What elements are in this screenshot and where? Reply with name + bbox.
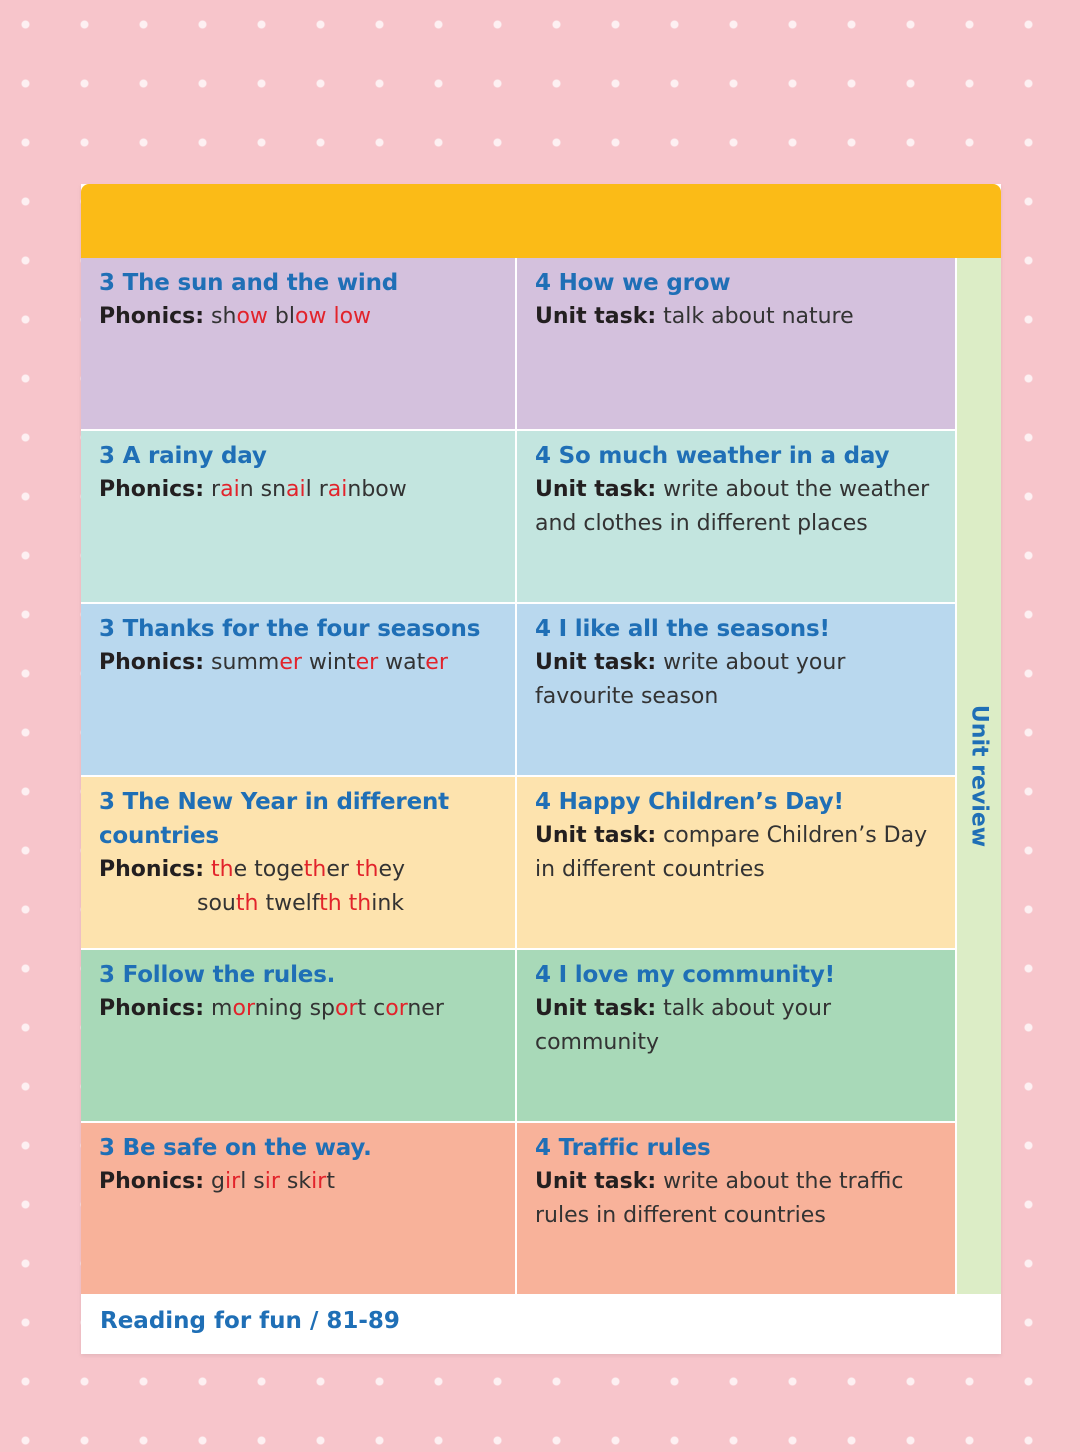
phonics-text: t <box>326 1169 335 1194</box>
phonics-highlight: er <box>279 650 302 675</box>
phonics-highlight: th <box>303 857 327 882</box>
phonics-label: Phonics: <box>99 650 205 675</box>
unit-task <box>535 473 945 541</box>
phonics-highlight: ow <box>294 304 327 329</box>
phonics-text: sh <box>211 304 237 329</box>
phonics-highlight: l <box>333 304 340 329</box>
unit-title: 3 The New Year in different countries <box>99 789 449 849</box>
phonics-highlight: th <box>319 891 342 916</box>
phonics-text: summ <box>211 650 280 675</box>
unit-title: 3 Thanks for the four seasons <box>99 616 481 642</box>
unit-title: 4 Happy Children’s Day! <box>535 789 844 815</box>
phonics-highlight: ir <box>311 1169 327 1194</box>
phonics-text: ner <box>407 996 444 1021</box>
unit-row <box>81 950 955 1123</box>
unit-title: 4 I love my community! <box>535 962 835 988</box>
phonics-text: nbow <box>347 477 407 502</box>
contents-card <box>81 184 1001 1354</box>
phonics-label: Phonics: <box>99 996 205 1021</box>
unit-task-label: Unit task: <box>535 823 657 848</box>
unit-row <box>81 1123 955 1296</box>
unit-task-text: talk about nature <box>663 304 854 329</box>
unit-task <box>535 819 945 887</box>
unit-title: 4 So much weather in a day <box>535 443 890 469</box>
unit-3-cell <box>81 950 517 1121</box>
phonics-text: ink <box>371 891 405 916</box>
unit-task <box>535 300 945 334</box>
phonics-line <box>99 300 505 334</box>
unit-3-cell <box>81 431 517 602</box>
phonics-text: n sn <box>239 477 287 502</box>
header-bar <box>81 184 1001 258</box>
phonics-highlight: th <box>211 857 234 882</box>
unit-3-cell <box>81 604 517 775</box>
unit-title: 3 Be safe on the way. <box>99 1135 372 1161</box>
phonics-text: r <box>211 477 221 502</box>
unit-task-label: Unit task: <box>535 477 657 502</box>
phonics-highlight: ow <box>339 304 372 329</box>
phonics-highlight: th <box>348 891 372 916</box>
contents-grid <box>81 258 955 1296</box>
phonics-highlight: ai <box>327 477 348 502</box>
unit-review-label: Unit review <box>966 704 992 848</box>
phonics-line <box>99 853 505 887</box>
phonics-text: ey <box>378 857 406 882</box>
unit-4-cell <box>517 604 955 775</box>
phonics-text: bl <box>267 304 295 329</box>
unit-row <box>81 431 955 604</box>
phonics-text: l r <box>305 477 328 502</box>
phonics-highlight: ai <box>220 477 240 502</box>
phonics-text: l s <box>240 1169 265 1194</box>
unit-4-cell <box>517 258 955 429</box>
phonics-highlight: ir <box>264 1169 280 1194</box>
unit-title: 3 Follow the rules. <box>99 962 336 988</box>
phonics-label: Phonics: <box>99 1169 205 1194</box>
unit-task-label: Unit task: <box>535 304 657 329</box>
unit-task-text: write about your favourite season <box>535 650 846 709</box>
unit-title: 4 How we grow <box>535 270 731 296</box>
phonics-text: e toge <box>233 857 304 882</box>
phonics-highlight: th <box>355 857 379 882</box>
phonics-line <box>99 473 505 507</box>
phonics-text: t c <box>357 996 386 1021</box>
phonics-line <box>99 1165 505 1199</box>
unit-title: 4 I like all the seasons! <box>535 616 830 642</box>
unit-task-text: talk about your community <box>535 996 832 1055</box>
unit-title: 3 A rainy day <box>99 443 267 469</box>
unit-3-cell <box>81 1123 517 1294</box>
unit-task <box>535 992 945 1060</box>
phonics-label: Phonics: <box>99 477 205 502</box>
phonics-text: m <box>211 996 233 1021</box>
phonics-highlight: ow <box>236 304 268 329</box>
phonics-text: wat <box>378 650 426 675</box>
phonics-highlight: or <box>385 996 408 1021</box>
phonics-highlight: ir <box>225 1169 241 1194</box>
phonics-text: er <box>326 857 356 882</box>
phonics-text: g <box>211 1169 226 1194</box>
reading-for-fun-label: Reading for fun / 81-89 <box>100 1308 400 1334</box>
unit-3-cell <box>81 777 517 948</box>
side-strip <box>955 258 1001 1294</box>
phonics-highlight: ai <box>286 477 306 502</box>
phonics-highlight: th <box>235 891 259 916</box>
phonics-line <box>99 992 505 1026</box>
footer <box>81 1294 1001 1354</box>
unit-3-cell <box>81 258 517 429</box>
phonics-label: Phonics: <box>99 304 205 329</box>
unit-task-text: compare Children’s Day in different countries <box>535 823 928 882</box>
unit-4-cell <box>517 777 955 948</box>
unit-task-label: Unit task: <box>535 1169 657 1194</box>
phonics-highlight: er <box>355 650 379 675</box>
unit-task-label: Unit task: <box>535 996 657 1021</box>
phonics-line <box>99 887 505 921</box>
phonics-text: sk <box>279 1169 312 1194</box>
phonics-text: ning sp <box>254 996 335 1021</box>
unit-task-text: write about the traffic rules in different countries <box>535 1169 904 1228</box>
unit-4-cell <box>517 431 955 602</box>
phonics-line <box>99 646 505 680</box>
unit-row <box>81 604 955 777</box>
phonics-highlight: or <box>232 996 255 1021</box>
unit-row <box>81 777 955 950</box>
unit-row <box>81 258 955 431</box>
phonics-text: twelf <box>258 891 320 916</box>
phonics-text: wint <box>301 650 356 675</box>
unit-title: 4 Traffic rules <box>535 1135 711 1161</box>
phonics-highlight: or <box>335 996 358 1021</box>
phonics-text <box>342 891 349 916</box>
unit-task-text: write about the weather and clothes in different places <box>535 477 930 536</box>
unit-4-cell <box>517 1123 955 1294</box>
unit-task <box>535 1165 945 1233</box>
unit-4-cell <box>517 950 955 1121</box>
unit-task <box>535 646 945 714</box>
unit-task-label: Unit task: <box>535 650 657 675</box>
phonics-highlight: er <box>425 650 448 675</box>
unit-title: 3 The sun and the wind <box>99 270 399 296</box>
phonics-text: sou <box>197 891 236 916</box>
phonics-label: Phonics: <box>99 857 205 882</box>
